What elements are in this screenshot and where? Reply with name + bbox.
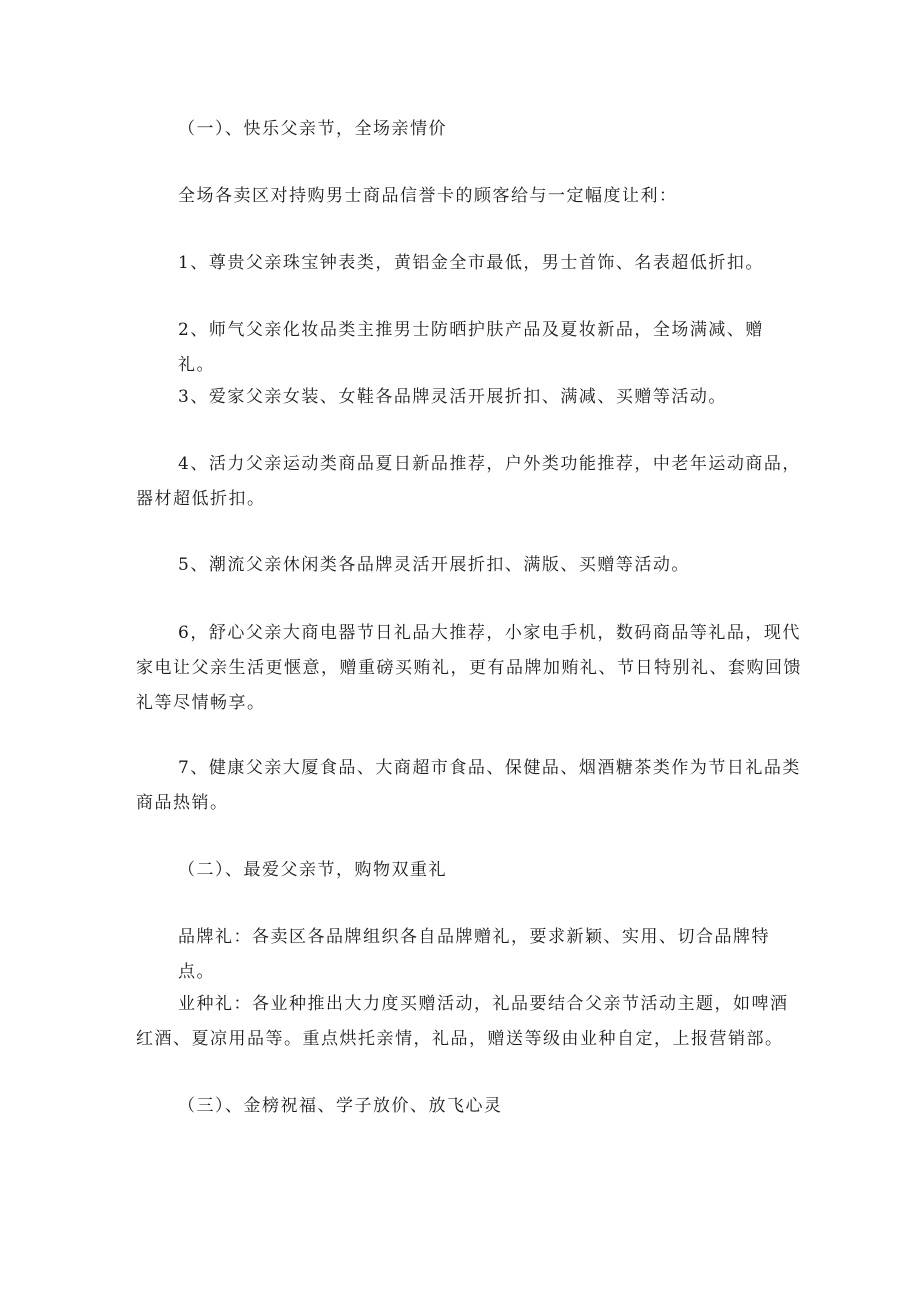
list-item-2: 2、师气父亲化妆品类主推男士防晒护肤产品及夏妆新品，全场满减、赠礼。: [178, 320, 764, 375]
list-item-3: 3、爱家父亲女装、女鞋各品牌灵活开展折扣、满减、买赠等活动。: [178, 387, 727, 407]
paragraph-brand-gift: 品牌礼：各卖区各品牌组织各自品牌赠礼，要求新颖、实用、切合品牌特点。: [178, 927, 770, 982]
paragraph-category-gift: 业种礼：各业种推出大力度买赠活动，礼品要结合父亲节活动主题，如啤酒红酒、夏凉用品等。重点烘托亲情，礼品，赠送等级由业种自定，上报营销部。: [136, 994, 789, 1049]
section-heading-1: （一）、快乐父亲节，全场亲情价: [178, 119, 447, 139]
list-item-1: 1、尊贵父亲珠宝钟表类，黄铝金全市最低，男士首饰、名表超低折扣。: [178, 253, 764, 273]
list-item-4: 4、活力父亲运动类商品夏日新品推荐，户外类功能推荐，中老年运动商品，器材超低折扣。: [136, 454, 801, 509]
list-item-7: 7、健康父亲大厦食品、大商超市食品、保健品、烟酒糖茶类作为节日礼品类商品热销。: [136, 758, 801, 813]
list-item-6: 6，舒心父亲大商电器节日礼品大推荐，小家电手机，数码商品等礼品，现代家电让父亲生活更惬意，赠重磅买贿礼，更有品牌加贿礼、节日特别礼、套购回馈礼等尽情畅享。: [136, 623, 802, 713]
list-item-5: 5、潮流父亲休闲类各品牌灵活开展折扣、满版、买赠等活动。: [178, 555, 690, 575]
paragraph-intro: 全场各卖区对持购男士商品信誉卡的顾客给与一定幅度让利：: [178, 186, 678, 206]
section-heading-2: （二）、最爱父亲节，购物双重礼: [178, 860, 447, 880]
section-heading-3: （三）、金榜祝福、学子放价、放飞心灵: [178, 1096, 503, 1116]
